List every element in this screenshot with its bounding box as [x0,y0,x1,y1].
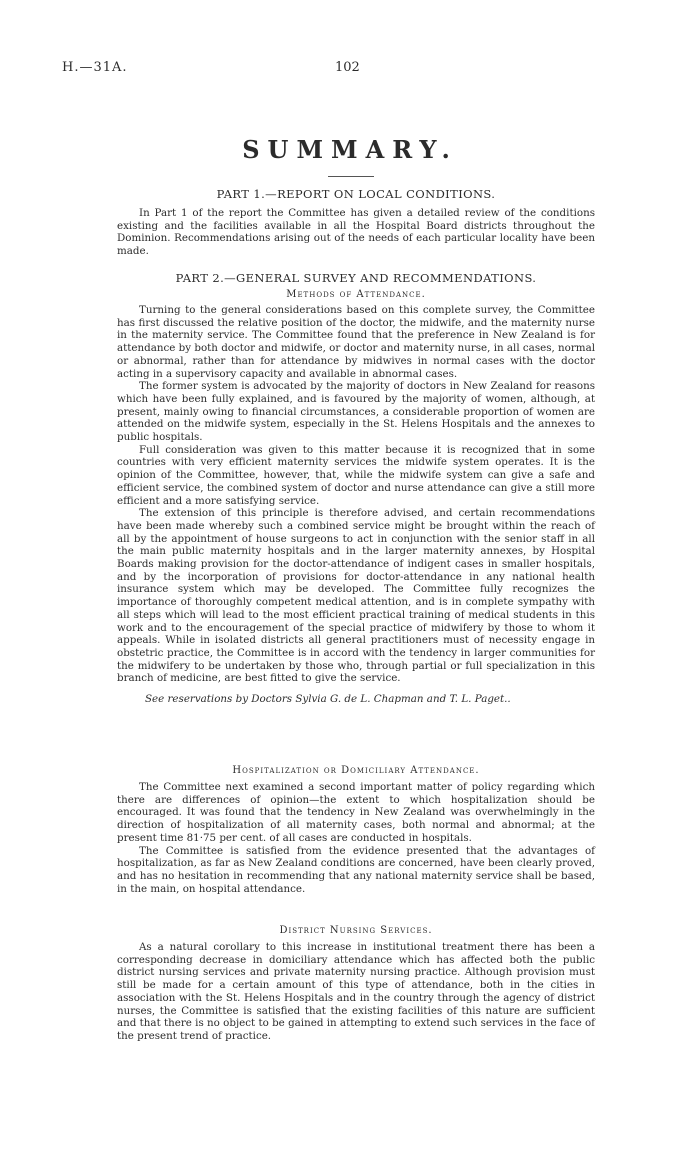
methods-paragraph: The extension of this principle is therefore advised, and certain recommendations have been made whereby such a combined service might be brought within the reach of all by the appointment of house surgeons to act in conjunction with the senior staff in all the main public maternity hospitals and in the larger maternity annexes, by Hospital Boards making provision for the doctor-attendance of indigent cases in smaller hospitals, and by the incorporation of provisions for doctor-attendance in any national health insurance system which may be developed. The Committee fully recognizes the importance of thoroughly competent medical attention, and is in complete sympathy with all steps which will lead to the most efficient practical training of medical students in this work and to the encouragement of the special practice of midwifery by those to whom it appeals. While in isolated districts all general practitioners must of necessity engage in obstetric practice, the Committee is in accord with the tendency in larger communities for the midwifery to be undertaken by those who, through partial or full specialization in this branch of medicine, are best fitted to give the service. [117,507,595,685]
hospitalization-subheading: Hospitalization or Domiciliary Attendance. [232,765,480,776]
part1-heading: PART 1.—REPORT ON LOCAL CONDITIONS. [216,187,496,201]
title-divider [328,176,374,177]
part2-heading: PART 2.—GENERAL SURVEY AND RECOMMENDATIONS. [175,271,537,285]
methods-paragraph: Turning to the general considerations based on this complete survey, the Committee has first discussed the relative position of the doctor, the midwife, and the maternity nurse in the maternity service. The Committee found that the preference in New Zealand is for attendance by both doctor and midwife, or doctor and maternity nurse, in all cases, normal or abnormal, rather than for attendance by midwives in normal cases with the doctor acting in a supervisory capacity and available in abnormal cases. [117,304,595,380]
page-number: 102 [335,60,360,75]
methods-subheading: Methods of Attendance. [286,289,426,300]
hospitalization-paragraph: The Committee is satisfied from the evidence presented that the advantages of hospitalization, as far as New Zealand conditions are concerned, have been clearly proved, and has no hesitation in recommending that any national maternity service shall be based, in the main, on hospital attendance. [117,844,595,895]
methods-paragraph: The former system is advocated by the majority of doctors in New Zealand for reasons which have been fully explained, and is favoured by the majority of women, although, at present, mainly owing to financial circumstances, a considerable proportion of women are attended on the midwife system, especially in the St. Helens Hospitals and the annexes to public hospitals. [117,380,595,444]
district-nursing-subheading: District Nursing Services. [279,925,433,936]
hospitalization-paragraph: The Committee next examined a second important matter of policy regarding which there are differences of opinion—the extent to which hospitalization should be encouraged. It was found that the tendency in New Zealand was overwhelmingly in the direction of hospitalization of all maternity cases, both normal and abnormal; at the present time 81·75 per cent. of all cases are conducted in hospitals. [117,781,595,844]
part1-section [117,187,595,258]
hospitalization-section [117,765,595,895]
report-reference: H.—31A. [62,60,128,75]
part1-paragraph: In Part 1 of the report the Committee has given a detailed review of the conditions existing and the facilities available in all the Hospital Board districts throughout the Dominion. Recommendations arising out of the needs of each particular locality have been made. [117,207,595,258]
district-nursing-paragraph: As a natural corollary to this increase in institutional treatment there has been a corresponding decrease in domiciliary attendance which has affected both the public district nursing services and private maternity nursing practice. Although provision must still be made for a certain amount of this type of attendance, both in the cities in association with the St. Helens Hospitals and in the country through the agency of district nurses, the Committee is satisfied that the existing facilities of this nature are sufficient and that there is no object to be gained in attempting to extend such services in the face of the present trend of practice. [117,941,595,1042]
summary-title: SUMMARY. [242,135,458,164]
methods-paragraph: Full consideration was given to this matter because it is recognized that in some countries with very efficient maternity services the midwife system operates. It is the opinion of the Committee, however, that, while the midwife system can give a safe and efficient service, the combined system of doctor and nurse attendance can give a still more efficient and a more satisfying service. [117,443,595,507]
part2-section [117,271,595,706]
reservation-note: See reservations by Doctors Sylvia G. de L. Chapman and T. L. Paget.. [145,693,511,706]
district-nursing-section [117,925,595,1043]
